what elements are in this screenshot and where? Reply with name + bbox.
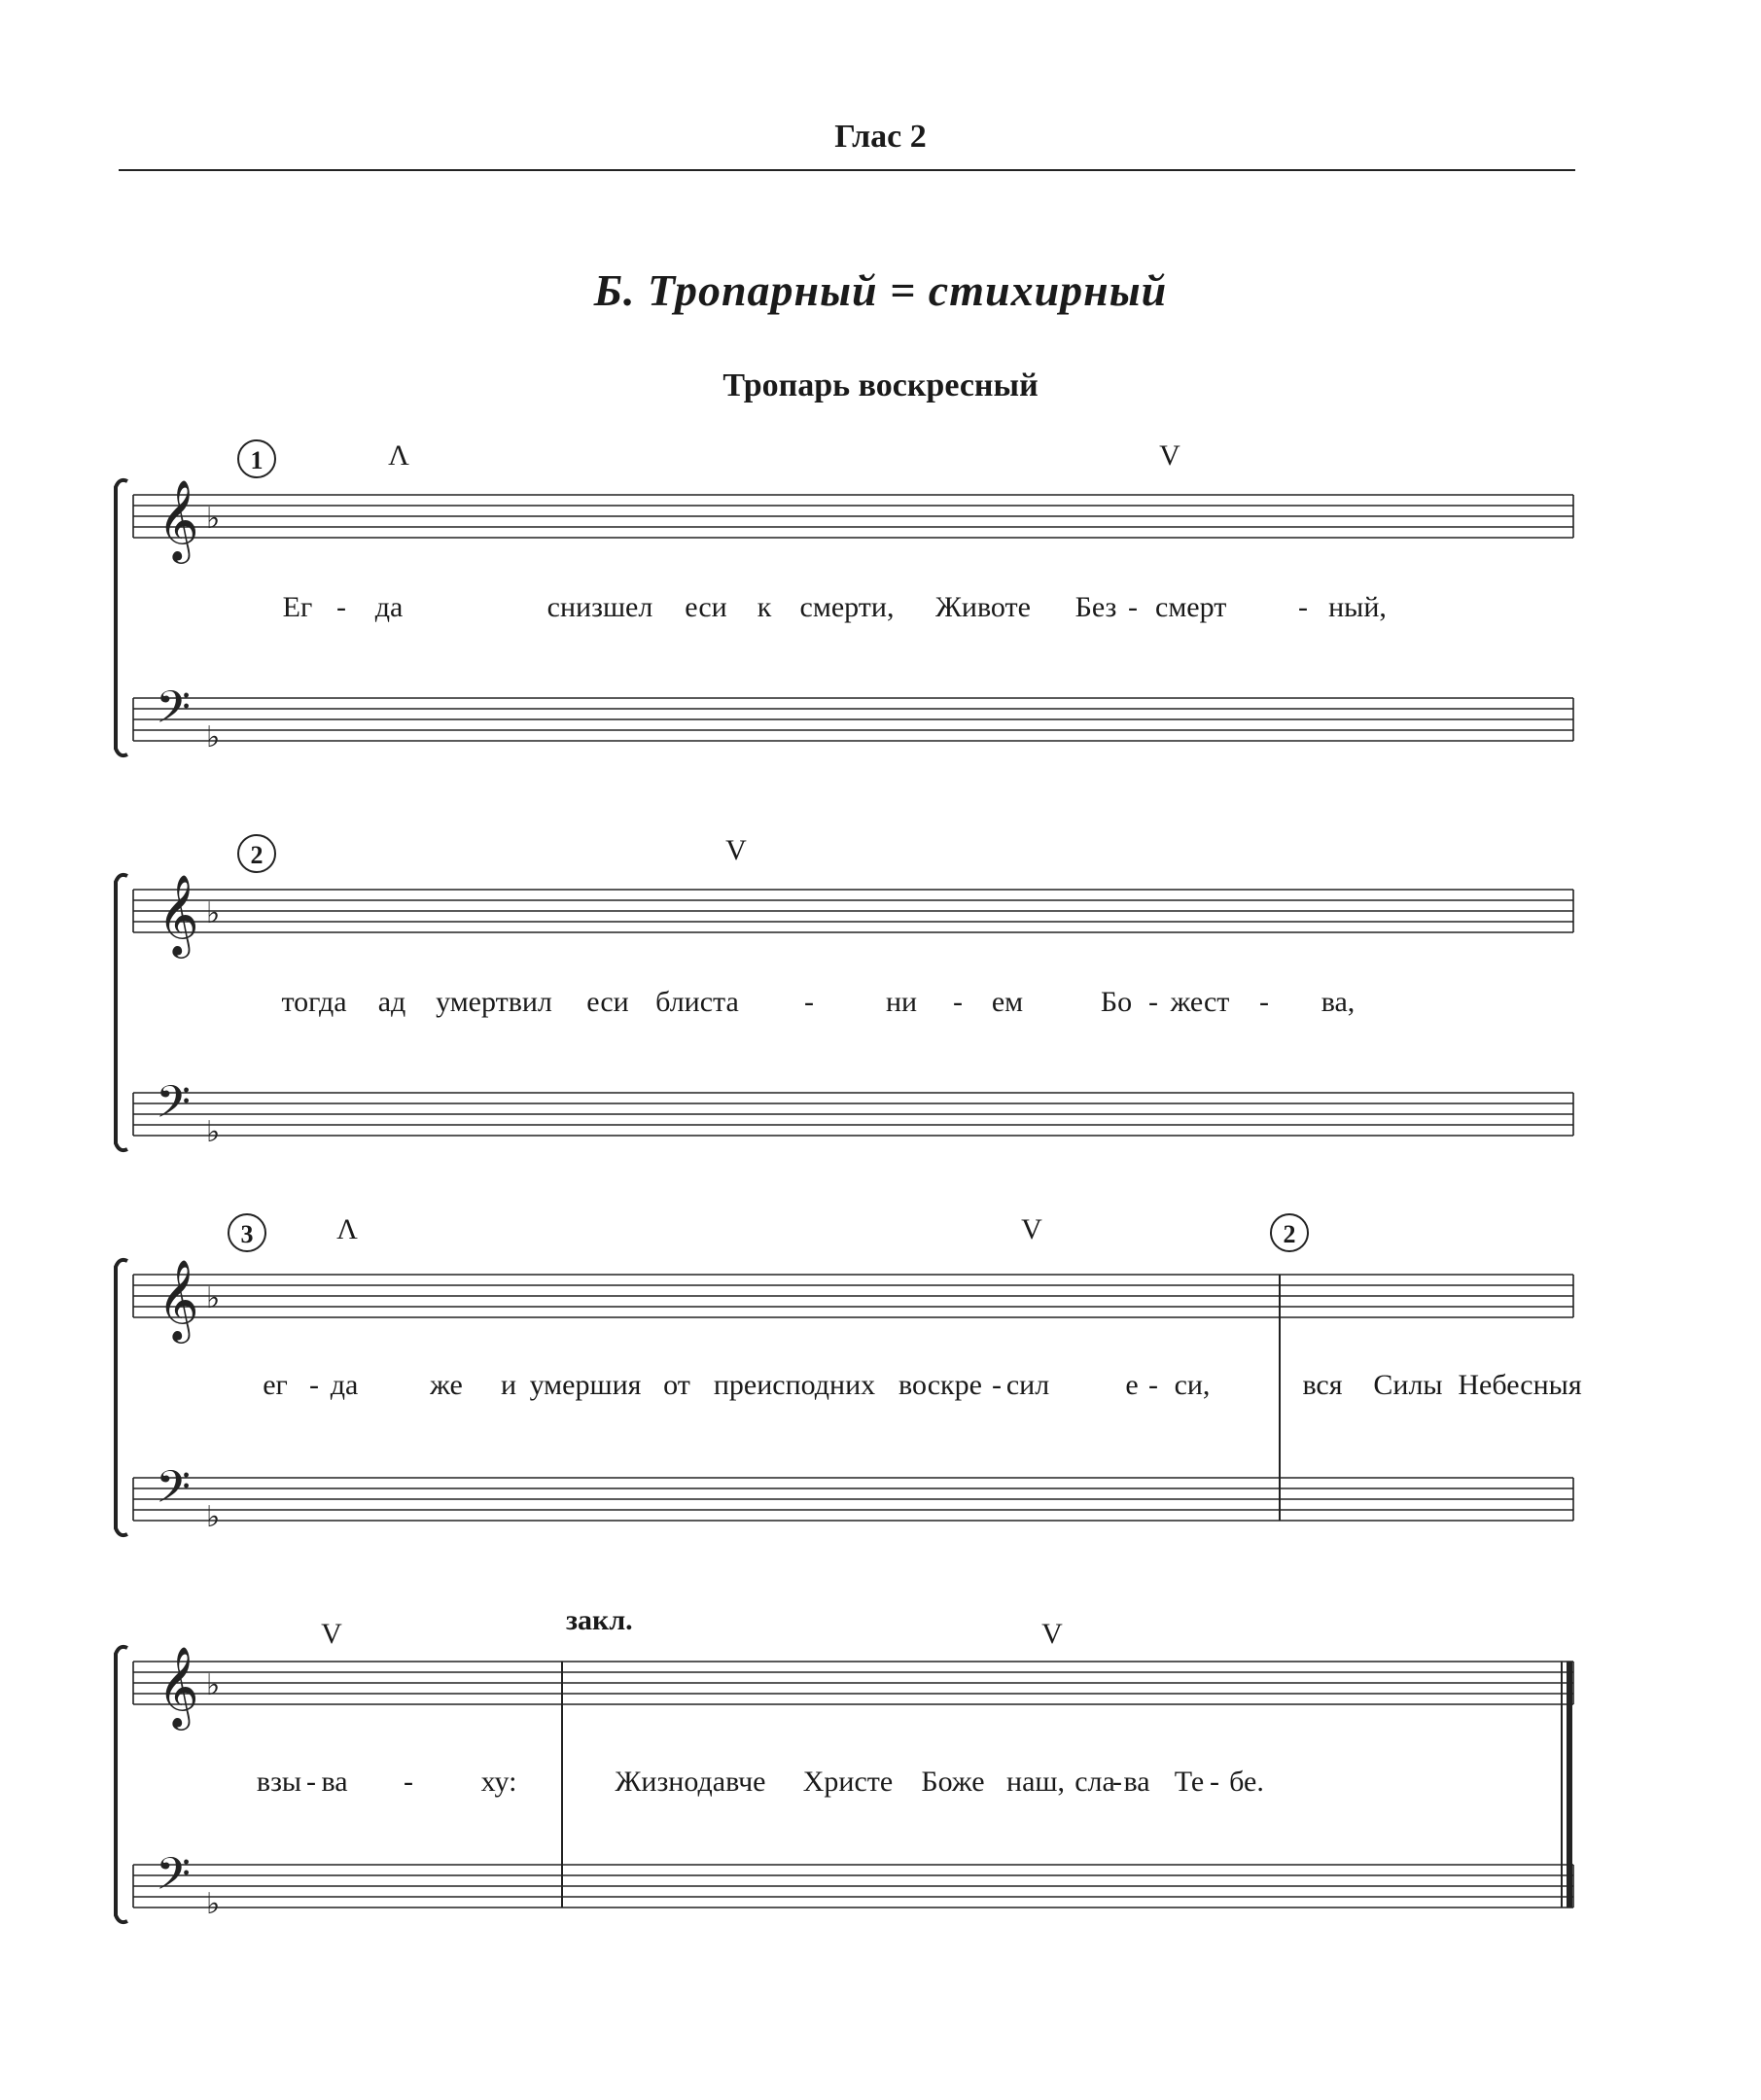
- system-bracket: [116, 875, 127, 1150]
- section-label-zakl: закл.: [566, 1604, 633, 1636]
- flat-key-signature-icon: ♭: [206, 1281, 221, 1315]
- bass-clef-icon: 𝄢: [156, 682, 192, 745]
- lyric-syllable: смерти,: [799, 591, 895, 623]
- treble-clef-icon: 𝄞: [158, 873, 199, 955]
- lyric-syllable: Ег: [282, 591, 313, 623]
- lyric-hyphen: -: [336, 591, 346, 623]
- lyric-syllable: сил: [1005, 1369, 1050, 1401]
- lyric-syllable: Христе: [802, 1766, 894, 1798]
- score-system-2-staves: [0, 822, 1761, 1172]
- lyric-syllable: бе.: [1229, 1766, 1264, 1798]
- phrase-marker-2: 2: [1270, 1213, 1309, 1252]
- lyric-syllable: Бо: [1100, 986, 1133, 1018]
- lyric-syllable: взы: [256, 1766, 302, 1798]
- lyric-syllable: же: [430, 1369, 463, 1401]
- lyric-hyphen: -: [1298, 591, 1308, 623]
- lyric-syllable: еси: [586, 986, 629, 1018]
- lyric-syllable: ни: [885, 986, 918, 1018]
- lyric-syllable: е: [1125, 1369, 1139, 1401]
- lyric-syllable: к: [757, 591, 772, 623]
- header-rule: [119, 169, 1575, 171]
- lyric-syllable: Силы: [1373, 1369, 1443, 1401]
- lyric-syllable: и: [500, 1369, 517, 1401]
- accent-up-mark: Λ: [388, 439, 409, 472]
- bass-clef-icon: 𝄢: [156, 1848, 192, 1911]
- system-bracket: [116, 1260, 127, 1535]
- treble-clef-icon: 𝄞: [158, 1258, 199, 1340]
- lyric-syllable: Небесныя: [1458, 1369, 1582, 1401]
- lyric-syllable: да: [374, 591, 404, 623]
- lyric-hyphen: -: [1112, 1766, 1122, 1798]
- music-system-1: [0, 428, 1761, 778]
- lyric-syllable: си,: [1174, 1369, 1211, 1401]
- lyric-hyphen: -: [1128, 591, 1138, 623]
- lyric-syllable: сла: [1074, 1766, 1115, 1798]
- piece-title: Тропарь воскресный: [722, 368, 1039, 403]
- flat-key-signature-icon: ♭: [206, 1500, 221, 1534]
- lyric-syllable: ад: [377, 986, 406, 1018]
- system-bracket: [116, 1647, 127, 1922]
- treble-clef-icon: 𝄞: [158, 478, 199, 560]
- lyric-hyphen: -: [953, 986, 963, 1018]
- lyric-syllable: Боже: [921, 1766, 985, 1798]
- lyric-syllable: ва: [321, 1766, 348, 1798]
- lyric-syllable: ем: [991, 986, 1024, 1018]
- lyric-syllable: жест: [1170, 986, 1230, 1018]
- lyric-syllable: ег: [263, 1369, 288, 1401]
- lyric-syllable: наш,: [1006, 1766, 1065, 1798]
- bass-clef-icon: 𝄢: [156, 1076, 192, 1139]
- lyric-hyphen: -: [1148, 1369, 1158, 1401]
- lyric-syllable: да: [330, 1369, 359, 1401]
- lyric-syllable: Те: [1174, 1766, 1205, 1798]
- treble-clef-icon: 𝄞: [158, 1645, 199, 1727]
- section-title: Б. Тропарный = стихирный: [593, 265, 1168, 315]
- lyric-hyphen: -: [309, 1369, 319, 1401]
- lyric-hyphen: -: [804, 986, 814, 1018]
- flat-key-signature-icon: ♭: [206, 1887, 221, 1921]
- lyric-syllable: тогда: [281, 986, 347, 1018]
- lyric-syllable: снизшел: [546, 591, 653, 623]
- phrase-marker: 2: [237, 834, 276, 873]
- lyric-syllable: от: [663, 1369, 690, 1401]
- phrase-marker: 3: [228, 1213, 266, 1252]
- flat-key-signature-icon: ♭: [206, 1115, 221, 1149]
- lyric-syllable: ху:: [480, 1766, 517, 1798]
- accent-down-mark: V: [1041, 1618, 1063, 1650]
- lyric-syllable: блиста: [655, 986, 739, 1018]
- lyric-hyphen: -: [1148, 986, 1158, 1018]
- accent-down-mark: V: [1159, 439, 1180, 472]
- lyric-syllable: воскре: [898, 1369, 982, 1401]
- system-bracket: [116, 480, 127, 755]
- lyric-hyphen: -: [1210, 1766, 1219, 1798]
- lyric-syllable: Без: [1074, 591, 1117, 623]
- accent-down-mark: V: [1021, 1213, 1042, 1245]
- music-system-2: [0, 822, 1761, 1172]
- flat-key-signature-icon: ♭: [206, 896, 221, 930]
- lyric-syllable: смерт: [1155, 591, 1227, 623]
- lyric-hyphen: -: [306, 1766, 316, 1798]
- phrase-marker: 1: [237, 439, 276, 478]
- flat-key-signature-icon: ♭: [206, 502, 221, 536]
- lyric-syllable: преисподних: [713, 1369, 876, 1401]
- lyric-syllable: вся: [1302, 1369, 1343, 1401]
- accent-down-mark: V: [321, 1618, 342, 1650]
- accent-up-mark: Λ: [336, 1213, 358, 1245]
- lyric-hyphen: -: [992, 1369, 1002, 1401]
- music-system-4: [0, 1594, 1761, 1964]
- lyric-syllable: умершия: [529, 1369, 642, 1401]
- accent-down-mark: V: [725, 834, 747, 866]
- lyric-syllable: Животе: [935, 591, 1031, 623]
- lyric-syllable: ва: [1123, 1766, 1150, 1798]
- music-system-3: [0, 1208, 1761, 1558]
- lyric-hyphen: -: [1259, 986, 1269, 1018]
- lyric-syllable: ва,: [1321, 986, 1356, 1018]
- lyric-syllable: Жизнодавче: [615, 1766, 766, 1798]
- flat-key-signature-icon: ♭: [206, 1668, 221, 1702]
- lyric-syllable: ный,: [1328, 591, 1387, 623]
- bass-clef-icon: 𝄢: [156, 1461, 192, 1524]
- running-title: Глас 2: [834, 119, 927, 155]
- lyric-syllable: умертвил: [436, 986, 552, 1018]
- lyric-hyphen: -: [404, 1766, 413, 1798]
- flat-key-signature-icon: ♭: [206, 720, 221, 754]
- lyric-syllable: еси: [685, 591, 727, 623]
